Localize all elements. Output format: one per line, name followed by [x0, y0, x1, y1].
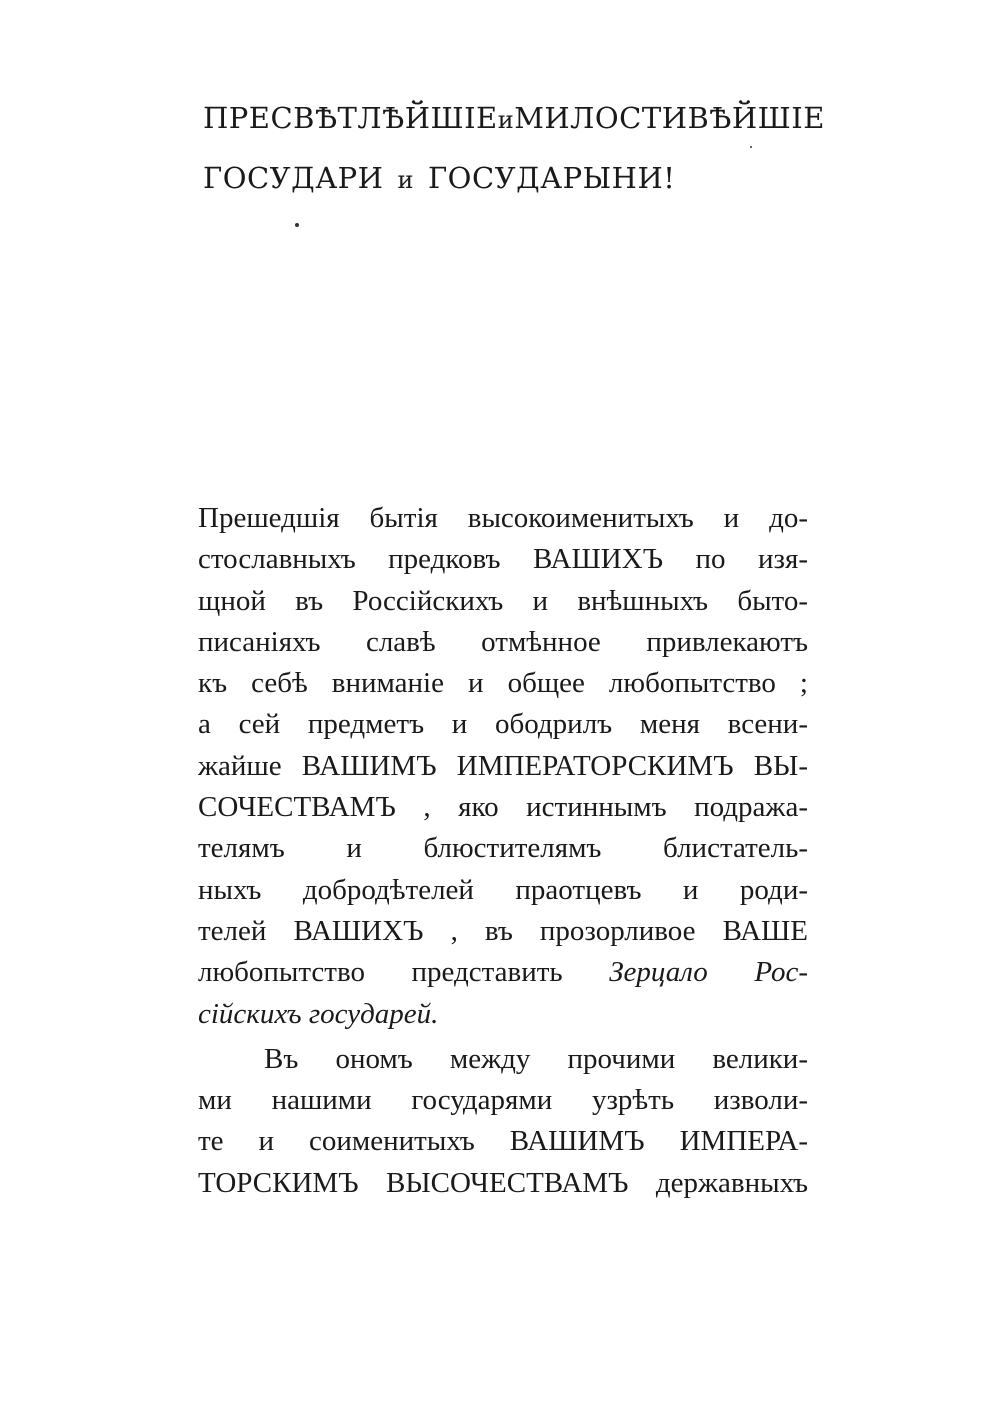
text-line: писаніяхъ славѣ отмѣнное привлекаютъ: [198, 625, 808, 658]
book-title-line: сійскихъ государей.: [198, 997, 439, 1030]
heading-line-2: [203, 148, 813, 208]
text-line: ТОРСКИМЪ ВЫСОЧЕСТВАМЪ державныхъ: [198, 1166, 808, 1199]
dedication-heading: [203, 88, 825, 208]
text-line: къ себѣ вниманіе и общее любопытство ;: [198, 667, 808, 700]
ink-speck: [750, 146, 752, 148]
heading-word: и: [497, 106, 515, 134]
text-fragment: любопытство представить: [198, 956, 563, 989]
dedication-body: [198, 498, 808, 1204]
heading-word: МИЛОСТИВѢЙШІЕ: [514, 101, 825, 135]
paragraph-1: [198, 498, 808, 1035]
text-line: ныхъ добродѣтелей праотцевъ и роди-: [198, 873, 808, 906]
text-line: Прешедшія бытія высокоименитыхъ и до-: [198, 502, 808, 534]
heading-word: ГОСУДАРЫНИ!: [427, 161, 676, 195]
ink-speck: [295, 223, 299, 227]
heading-word: ПРЕСВѢТЛѢЙШІЕ: [203, 101, 498, 135]
text-line: стославныхъ предковъ ВАШИХЪ по изя-: [198, 543, 808, 576]
paragraph-2: [198, 1039, 808, 1204]
book-title-fragment: Зерцало Рос-: [609, 956, 808, 989]
text-line: те и соименитыхъ ВАШИМЪ ИМПЕРА-: [198, 1125, 808, 1158]
text-line: Въ ономъ между прочими велики-: [264, 1042, 808, 1075]
text-line: а сей предметъ и ободрилъ меня всени-: [198, 708, 808, 741]
text-line: жайше ВАШИМЪ ИМПЕРАТОРСКИМЪ ВЫ-: [198, 749, 808, 782]
text-line: [198, 952, 808, 993]
text-line: СОЧЕСТВАМЪ , яко истиннымъ подража-: [198, 791, 808, 824]
text-line: телямъ и блюстителямъ блистатель-: [198, 832, 808, 865]
heading-word: и: [397, 166, 414, 194]
text-line: телей ВАШИХЪ , въ прозорливое ВАШЕ: [198, 914, 808, 947]
text-line: щной въ Россійскихъ и внѣшныхъ быто-: [198, 584, 808, 617]
heading-line-1: [203, 88, 825, 148]
text-line: ми нашими государями узрѣть изволи-: [198, 1084, 808, 1117]
heading-word: ГОСУДАРИ: [203, 161, 384, 195]
